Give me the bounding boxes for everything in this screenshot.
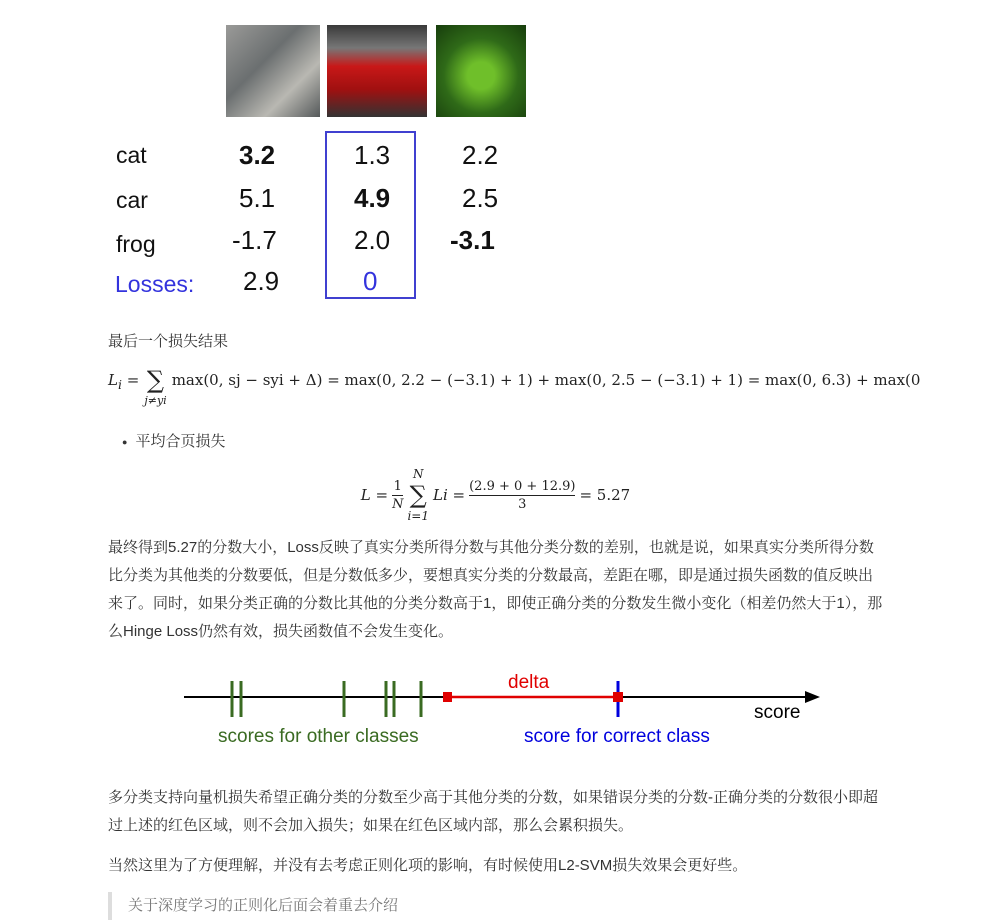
blockquote: 关于深度学习的正则化后面会着重去介绍 xyxy=(108,892,883,920)
cat-image xyxy=(226,25,320,117)
score: -1.7 xyxy=(232,225,277,255)
diagram-svg xyxy=(0,660,997,768)
bullet-dot-icon: ● xyxy=(122,437,128,448)
other-classes-label: scores for other classes xyxy=(218,726,419,748)
frog-image xyxy=(436,25,526,117)
delta-start-marker xyxy=(443,692,452,702)
score: 5.1 xyxy=(239,183,276,213)
other-class-ticks xyxy=(232,681,421,717)
formula-lhs: L = xyxy=(360,486,389,505)
delta-label: delta xyxy=(508,672,550,694)
row-label-car: car xyxy=(116,187,148,213)
section-title: 最后一个损失结果 xyxy=(108,333,229,350)
score: 2.5 xyxy=(462,183,499,213)
delta-end-marker xyxy=(613,692,623,702)
bullet-text: 平均合页损失 xyxy=(135,433,226,450)
score: -3.1 xyxy=(450,225,495,255)
article-body xyxy=(108,328,921,920)
paragraph: 多分类支持向量机损失希望正确分类的分数至少高于其他分类的分数，如果错误分类的分数-正确分类的分数很小即超过上述的红色区域，则不会加入损失；如果在红色区域内部，那么会累积损失。 xyxy=(108,789,879,835)
row-label-frog: frog xyxy=(116,231,156,257)
score: 2.0 xyxy=(354,225,391,255)
formula-body: max(0, sj − syi + Δ) = max(0, 2.2 − (−3.1) + 1) + max(0, 2.5 − (−3.1) + 1) = max(0, 6.3) + max(0 xyxy=(171,371,921,389)
score: 2.2 xyxy=(462,140,499,170)
sum-bottom: i=1 xyxy=(407,509,429,524)
paragraph: 最终得到5.27的分数大小，Loss反映了真实分类所得分数与其他分类分数的差别，也就是说，如果真实分类所得分数比分类为其他类的分数要低，但是分数低多少，要想真实分类的分数最高，差距在哪，即是通过损失函数的值反映出来了。同时，如果分类正确的分数比其他的分类分数高于1，即使正确分类的分数发生微小变化（相差仍然大于1），那么Hinge Loss仍然有效，损失函数值不会发生变化。 xyxy=(108,539,883,641)
score: 3.2 xyxy=(239,140,276,170)
formula-term: Li = xyxy=(433,486,466,505)
score: 1.3 xyxy=(354,140,391,170)
formula-sub: i xyxy=(117,377,122,392)
correct-class-label: score for correct class xyxy=(524,726,710,748)
formula-result: = 5.27 xyxy=(579,486,631,505)
bullet-item xyxy=(108,428,883,456)
frac-den: N xyxy=(392,496,404,512)
formula-average-loss: L = $\frac{1}{N}$ N ∑ i=1 Li = $\frac{(2.9 + 0 + 12.9)}{3}$ = 5.27 xyxy=(360,467,631,524)
margin-diagram xyxy=(0,660,997,768)
sum-top: N xyxy=(412,467,424,482)
frac-num: (2.9 + 0 + 12.9) xyxy=(469,478,576,494)
row-label-cat: cat xyxy=(116,142,147,168)
arrow-head-icon xyxy=(805,691,820,703)
axis-label: score xyxy=(754,702,801,724)
frac-den: 3 xyxy=(518,496,527,512)
formula-hinge-loss: $L_i$ = ∑ j≠yi max(0, sj − syi + Δ) = max(0, 2.2 − (−3.1) + 1) + max(0, 2.5 − (−3.1) + 1) = max(0, 6.3) + max(0 xyxy=(108,366,921,407)
losses-label: Losses: xyxy=(115,271,195,297)
loss-value: 2.9 xyxy=(243,266,280,296)
formula-average-loss-wrapper xyxy=(108,462,883,528)
paragraph: 当然这里为了方便理解，并没有去考虑正则化项的影响，有时候使用L2-SVM损失效果会更好些。 xyxy=(108,857,748,875)
sum-subscript: j≠yi xyxy=(144,394,167,407)
formula-lhs: L xyxy=(108,371,118,389)
loss-value: 0 xyxy=(363,266,378,296)
car-image xyxy=(327,25,427,117)
score: 4.9 xyxy=(354,183,391,213)
frac-num: 1 xyxy=(393,478,402,494)
